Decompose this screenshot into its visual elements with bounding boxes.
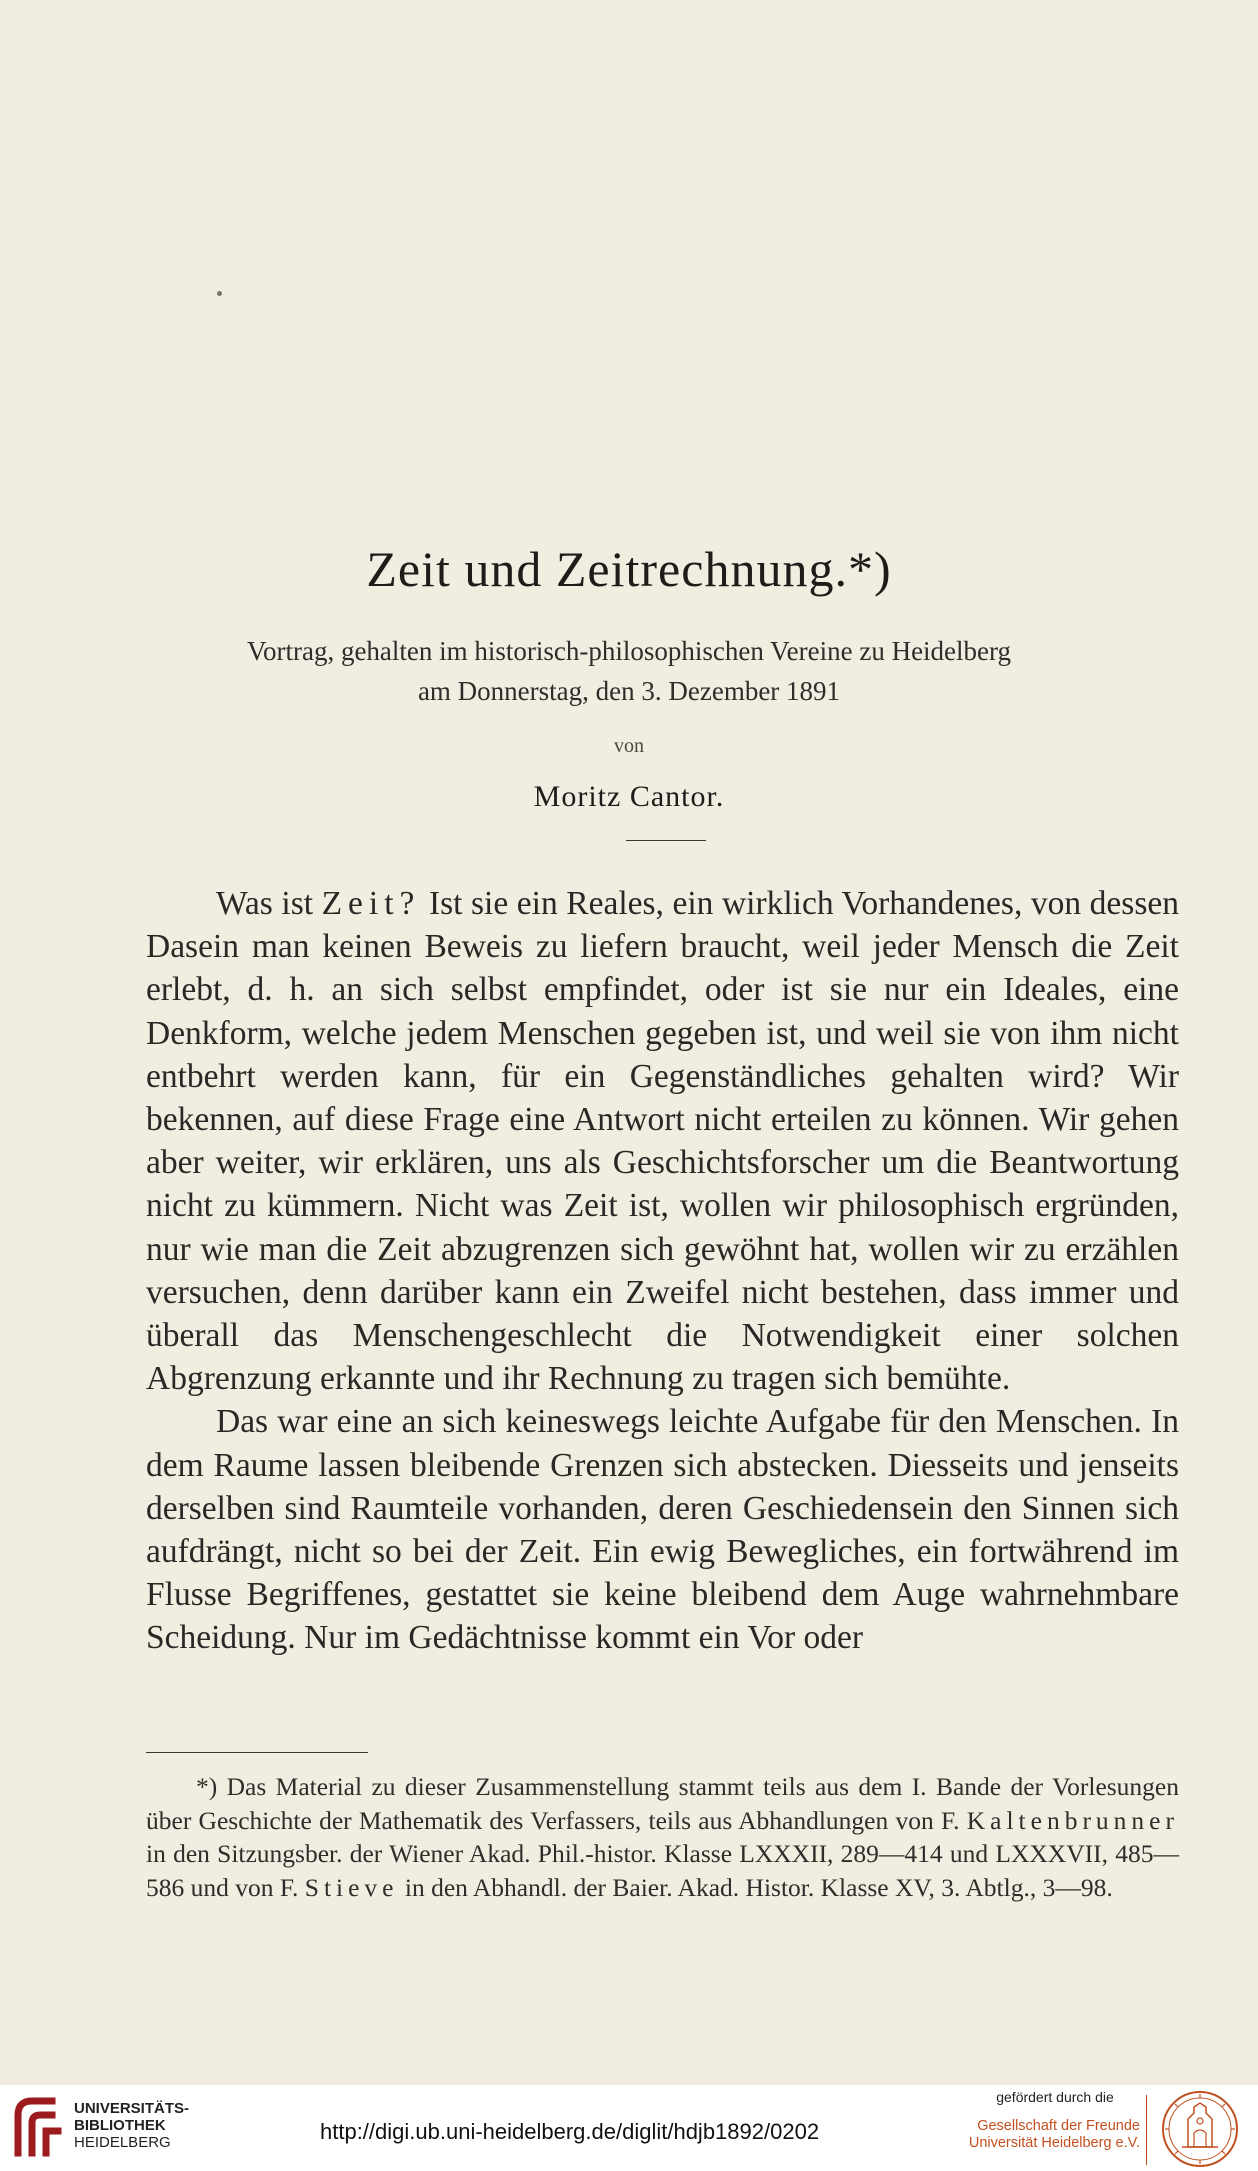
university-library-logo-icon bbox=[10, 2093, 70, 2163]
sponsor-name-line-2: Universität Heidelberg e.V. bbox=[968, 2135, 1140, 2151]
paragraph-2: Das war eine an sich keineswegs leichte Aufgabe für den Menschen. In dem Raume lassen bleibende Grenzen sich abstecken. Diesseits und jenseits derselben sind Raumteile vorhanden, deren Geschiedensein den Sinnen sich aufdrängt, nicht so bei der Zeit. Ein ewig Bewegliches, ein fortwährend im Flusse Begriffenes, gestattet sie keine bleibend dem Auge wahrnehmbare Scheidung. Nur im Gedächtnisse kommt ein Vor oder bbox=[146, 1403, 1179, 1657]
document-url-link[interactable]: http://digi.ub.uni-heidelberg.de/diglit/hdjb1892/0202 bbox=[320, 2119, 820, 2144]
library-name bbox=[74, 2100, 189, 2151]
sponsor-divider bbox=[1146, 2095, 1147, 2165]
sponsor-name bbox=[960, 2118, 1140, 2152]
paragraph-1-rest: Ist sie ein Reales, ein wirklich Vorhandenes, von dessen Dasein man keinen Beweis zu liefern braucht, weil jeder Mensch die Zeit erlebt, d. h. an sich selbst empfindet, oder ist sie nur ein Ideales, eine Denkform, welche jedem Menschen gegeben ist, und weil sie von ihm nicht entbehrt werden kann, für ein Gegenständliches gehalten wird? Wir bekennen, auf diese Frage eine Antwort nicht erteilen zu können. Wir gehen aber weiter, wir erklären, uns als Geschichtsforscher um die Beantwortung nicht zu kümmern. Nicht was Zeit ist, wollen wir philosophisch ergründen, nur wie man die Zeit abzugrenzen sich gewöhnt hat, wollen wir zu erzählen versuchen, denn darüber kann ein Zweifel nicht bestehen, dass immer und überall das Menschengeschlecht die Notwendigkeit einer solchen Abgrenzung erkannte und ihr Rechnung zu tragen sich bemühte. bbox=[146, 885, 1179, 1398]
paragraph-1-start: Was ist bbox=[216, 885, 322, 922]
footnote-author-1: Kaltenbrunner bbox=[966, 1805, 1179, 1835]
paragraph-1-emphasis: Zeit? bbox=[321, 885, 421, 922]
title-divider bbox=[626, 840, 706, 841]
scan-speck bbox=[217, 291, 222, 296]
library-name-line-1: UNIVERSITÄTS- bbox=[74, 2100, 190, 2117]
footnote-text-3: in den Abhandl. der Baier. Akad. Histor. Klasse XV, 3. Abtlg., 3—98. bbox=[398, 1872, 1113, 1902]
footnote-author-2: Stieve bbox=[304, 1872, 399, 1902]
author-name: Moritz Cantor. bbox=[533, 780, 725, 813]
university-seal-icon bbox=[1158, 2089, 1242, 2169]
sponsor-name-line-1: Gesellschaft der Freunde bbox=[977, 2118, 1140, 2134]
body-text bbox=[146, 882, 1179, 1660]
footer-bar bbox=[0, 2085, 1258, 2171]
library-name-line-3: HEIDELBERG bbox=[74, 2134, 171, 2151]
subtitle-line-1: Vortrag, gehalten im historisch-philosophischen Vereine zu Heidelberg bbox=[246, 636, 1012, 666]
footnote-divider bbox=[146, 1752, 368, 1753]
subtitle-line-2: am Donnerstag, den 3. Dezember 1891 bbox=[417, 676, 841, 706]
footnote-text-2: in den Sitzungsber. der Wiener Akad. Phil.-histor. Klasse LXXXII, 289—414 und LXXXVII, 485—586 und von F. bbox=[146, 1839, 1179, 1902]
paragraph-1 bbox=[146, 882, 1179, 1400]
document-title: Zeit und Zeitrechnung.*) bbox=[366, 541, 892, 597]
by-line: von bbox=[614, 735, 644, 757]
footnote-text-1: *) Das Material zu dieser Zusammenstellung stammt teils aus dem I. Bande der Vorlesungen über Geschichte der Mathematik des Verfassers, teils aus Abhandlungen von F. bbox=[146, 1772, 1179, 1835]
footnote bbox=[146, 1770, 1179, 1904]
sponsor-label: gefördert durch die bbox=[996, 2089, 1114, 2105]
library-name-line-2: BIBLIOTHEK bbox=[74, 2117, 166, 2134]
